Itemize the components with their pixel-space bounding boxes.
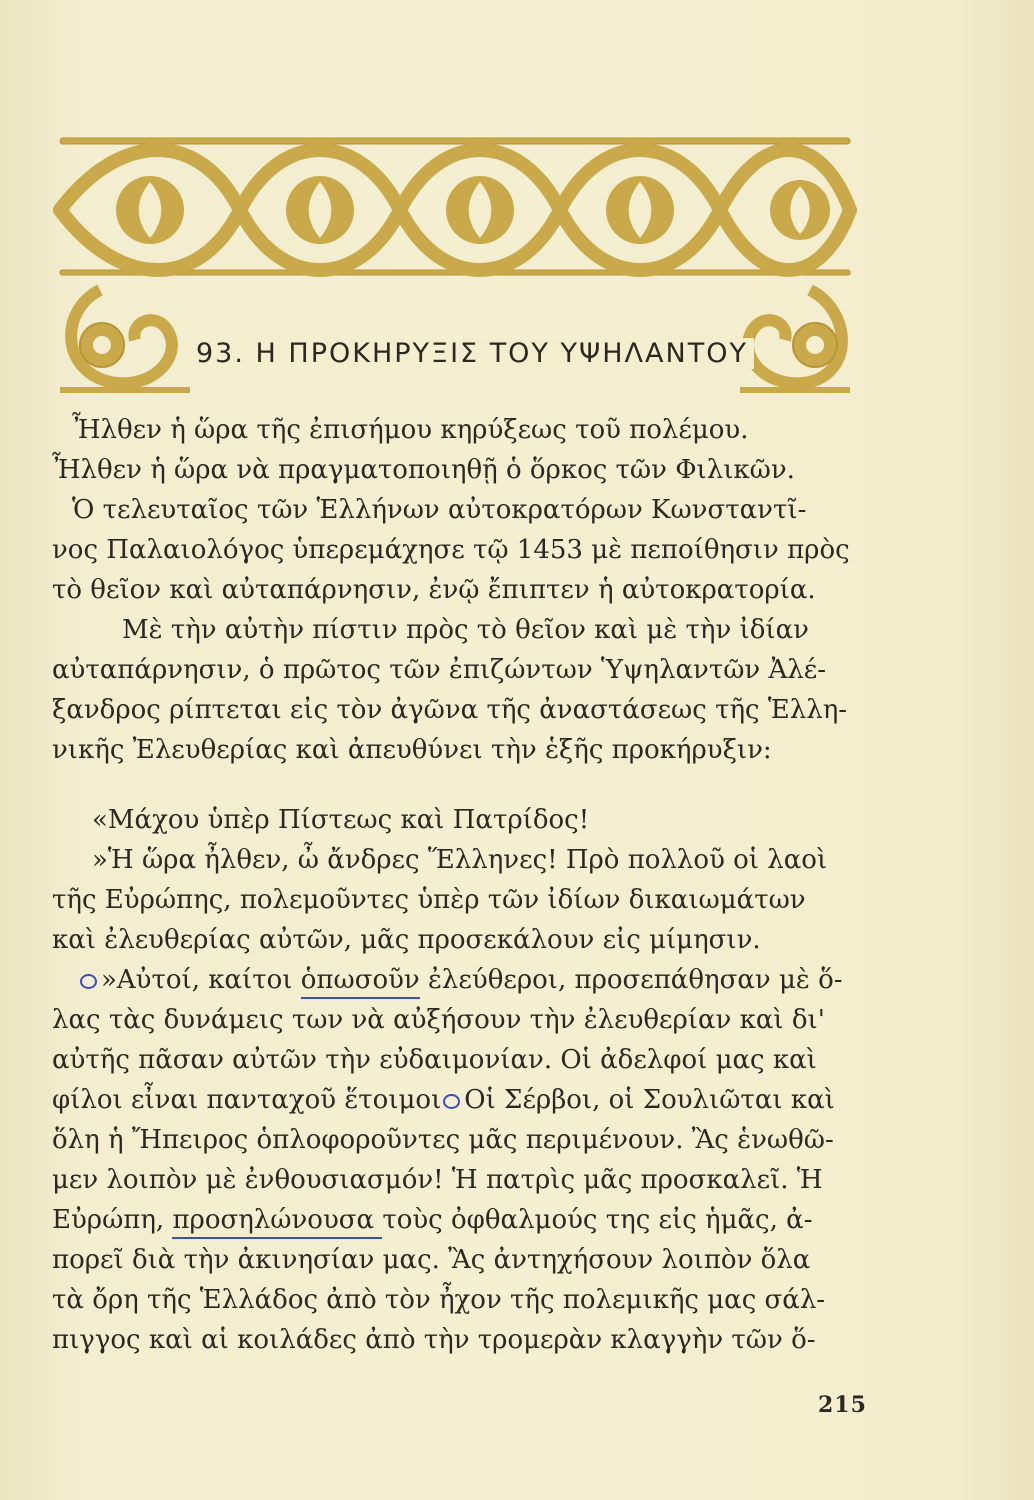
underlined-word: ὁπωσοῦν (301, 965, 420, 999)
text-line: »Ἡ ὥρα ἦλθεν, ὦ ἄνδρες Ἕλληνες! Πρὸ πολλοῦ οἱ λαοὶ (92, 845, 828, 875)
text-line: τὸ θεῖον καὶ αὐταπάρνησιν, ἐνῷ ἔπιπτεν ἡ αὐτοκρατορία. (52, 575, 816, 605)
text-line: αὐτῆς πᾶσαν αὐτῶν τὴν εὐδαιμονίαν. Οἱ ἀδελφοί μας καὶ (52, 1045, 817, 1075)
paragraph-intro (52, 410, 870, 610)
text-line: Εὐρώπη, προσηλώνουσα τοὺς ὀφθαλμούς της εἰς ἡμᾶς, ἀ- (52, 1200, 870, 1240)
text-line: τῆς Εὐρώπης, πολεμοῦντες ὑπὲρ τῶν ἰδίων δικαιωμάτων (52, 885, 806, 915)
annotation-circle-mark (80, 974, 97, 989)
text-line: λας τὰς δυνάμεις των νὰ αὐξήσουν τὴν ἐλευθερίαν καὶ δι' (52, 1005, 825, 1035)
text-line: πιγγος καὶ αἱ κοιλάδες ἀπὸ τὴν τρομερὰν κλαγγὴν τῶν ὅ- (52, 1325, 816, 1355)
proclamation-heading: «Μάχου ὑπὲρ Πίστεως καὶ Πατρίδος! (92, 805, 590, 835)
text-line: καὶ ἐλευθερίας αὐτῶν, μᾶς προσεκάλουν εἰς μίμησιν. (52, 925, 761, 955)
text-line: πορεῖ διὰ τὴν ἀκινησίαν μας. Ἂς ἀντηχήσουν λοιπὸν ὅλα (52, 1245, 811, 1275)
paragraph-ypsilantis (52, 610, 870, 770)
underlined-word: προσηλώνουσα (172, 1205, 382, 1239)
text-line: Ἦλθεν ἡ ὥρα νὰ πραγματοποιηθῇ ὁ ὅρκος τῶν Φιλικῶν. (52, 455, 795, 485)
chapter-title: 93. Η ΠΡΟΚΗΡΥΞΙΣ ΤΟΥ ΥΨΗΛΑΝΤΟΥ (190, 338, 754, 369)
proclamation (52, 800, 870, 1360)
page-number: 215 (818, 1392, 867, 1418)
annotation-circle-mark (443, 1094, 460, 1109)
text-line: ὅλη ἡ Ἤπειρος ὁπλοφοροῦντες μᾶς περιμένουν. Ἂς ἑνωθῶ- (52, 1125, 834, 1155)
text-line: μεν λοιπὸν μὲ ἐνθουσιασμόν! Ἡ πατρὶς μᾶς προσκαλεῖ. Ἡ (52, 1165, 823, 1195)
text-line: »Αὐτοί, καίτοι ὁπωσοῦν ἐλεύθεροι, προσεπάθησαν μὲ ὅ- (52, 960, 870, 1000)
text-line: τὰ ὄρη τῆς Ἑλλάδος ἀπὸ τὸν ἦχον τῆς πολεμικῆς μας σάλ- (52, 1285, 826, 1315)
text-line: Ὁ τελευταῖος τῶν Ἑλλήνων αὐτοκρατόρων Κωνσταντῖ- (72, 495, 807, 525)
text-line: φίλοι εἶναι πανταχοῦ ἕτοιμοι Οἱ Σέρβοι, οἱ Σουλιῶται καὶ (52, 1085, 835, 1115)
text-line: αὐταπάρνησιν, ὁ πρῶτος τῶν ἐπιζώντων Ὑψηλαντῶν Ἀλέ- (52, 655, 826, 685)
text-line: νικῆς Ἐλευθερίας καὶ ἀπευθύνει τὴν ἑξῆς προκήρυξιν: (52, 735, 772, 765)
text-line: νος Παλαιολόγος ὑπερεμάχησε τῷ 1453 μὲ πεποίθησιν πρὸς (52, 535, 850, 565)
text-line: Ἦλθεν ἡ ὥρα τῆς ἐπισήμου κηρύξεως τοῦ πολέμου. (72, 415, 749, 445)
text-line: Μὲ τὴν αὐτὴν πίστιν πρὸς τὸ θεῖον καὶ μὲ τὴν ἰδίαν (122, 615, 809, 645)
text-line: ξανδρος ρίπτεται εἰς τὸν ἀγῶνα τῆς ἀναστάσεως τῆς Ἑλλη- (52, 695, 848, 725)
